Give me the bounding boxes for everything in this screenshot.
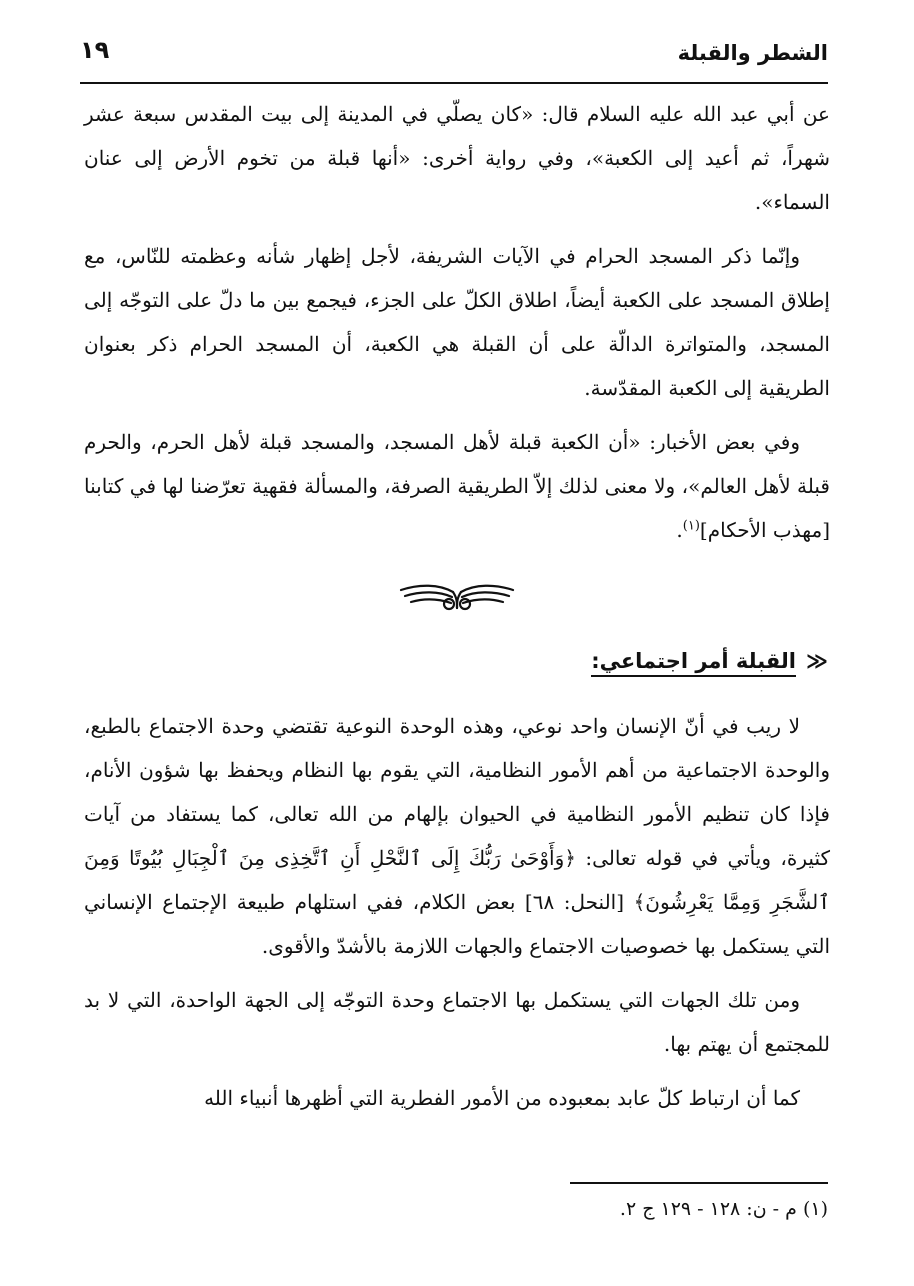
running-title: الشطر والقبلة <box>677 41 828 65</box>
footnote-reference: (١) <box>682 518 700 534</box>
section-title: القبلة أمر اجتماعي: <box>591 649 796 677</box>
page-header <box>80 30 828 82</box>
paragraph: لا ريب في أنّ الإنسان واحد نوعي، وهذه الوحدة النوعية تقتضي وحدة الاجتماع بالطبع، والوحدة الاجتماعية من أهم الأمور النظامية، التي يقوم بها النظام ويحفظ بها شؤون الأنام، فإذا كان تنظيم الأمور النظامية في الحيوان بإلهام من الله تعالى، كما يستفاد من آيات كثيرة، ويأتي في قوله تعالى: ﴿وَأَوْحَىٰ رَبُّكَ إِلَى ٱلنَّحْلِ أَنِ ٱتَّخِذِى مِنَ ٱلْجِبَالِ بُيُوتًا وَمِنَ ٱلشَّجَرِ وَمِمَّا يَعْرِشُونَ﴾ [النحل: ٦٨] بعض الكلام، ففي استلهام طبيعة الإجتماع الإنساني التي يستكمل بها خصوصيات الاجتماع والجهات اللازمة بالأشدّ والأقوى. <box>84 714 830 958</box>
footnote: (١) م - ن: ١٢٨ - ١٢٩ ج ٢. <box>619 1198 828 1220</box>
section-2-text <box>84 704 830 1120</box>
decorative-flourish-icon <box>397 578 517 612</box>
section-1-text <box>84 92 830 552</box>
paragraph-end: . <box>676 518 683 542</box>
paragraph: كما أن ارتباط كلّ عابد بمعبوده من الأمور الفطرية التي أظهرها أنبياء الله <box>204 1086 800 1110</box>
page-number: ١٩ <box>80 36 110 64</box>
paragraph <box>84 420 830 552</box>
paragraph-text: وفي بعض الأخبار: «أن الكعبة قبلة لأهل المسجد، والمسجد قبلة لأهل الحرم، والحرم قبلة لأهل العالم»، ولا معنى لذلك إلاّ الطريقية الصرفة، والمسألة فقهية تعرّضنا لها في كتابنا [مهذب الأحكام] <box>84 430 830 542</box>
paragraph: وإنّما ذكر المسجد الحرام في الآيات الشريفة، لأجل إظهار شأنه وعظمته للنّاس، مع إطلاق المسجد على الكعبة أيضاً، اطلاق الكلّ على الجزء، فيجمع بين ما دلّ على التوجّه إلى المسجد، والمتواترة الدالّة على أن القبلة هي الكعبة، أن المسجد الحرام ذكر بعنوان الطريقية إلى الكعبة المقدّسة. <box>84 244 830 400</box>
paragraph: ومن تلك الجهات التي يستكمل بها الاجتماع وحدة التوجّه إلى الجهة الواحدة، التي لا بد للمجتمع أن يهتم بها. <box>84 988 830 1056</box>
heading-marker-icon: ≪ <box>806 649 828 673</box>
header-rule <box>80 82 828 84</box>
paragraph: عن أبي عبد الله عليه السلام قال: «كان يصلّي في المدينة إلى بيت المقدس سبعة عشر شهراً، ثم أعيد إلى الكعبة»، وفي رواية أخرى: «أنها قبلة من تخوم الأرض إلى عنان السماء». <box>84 102 830 214</box>
footnote-rule <box>570 1182 828 1184</box>
section-heading <box>591 644 828 678</box>
